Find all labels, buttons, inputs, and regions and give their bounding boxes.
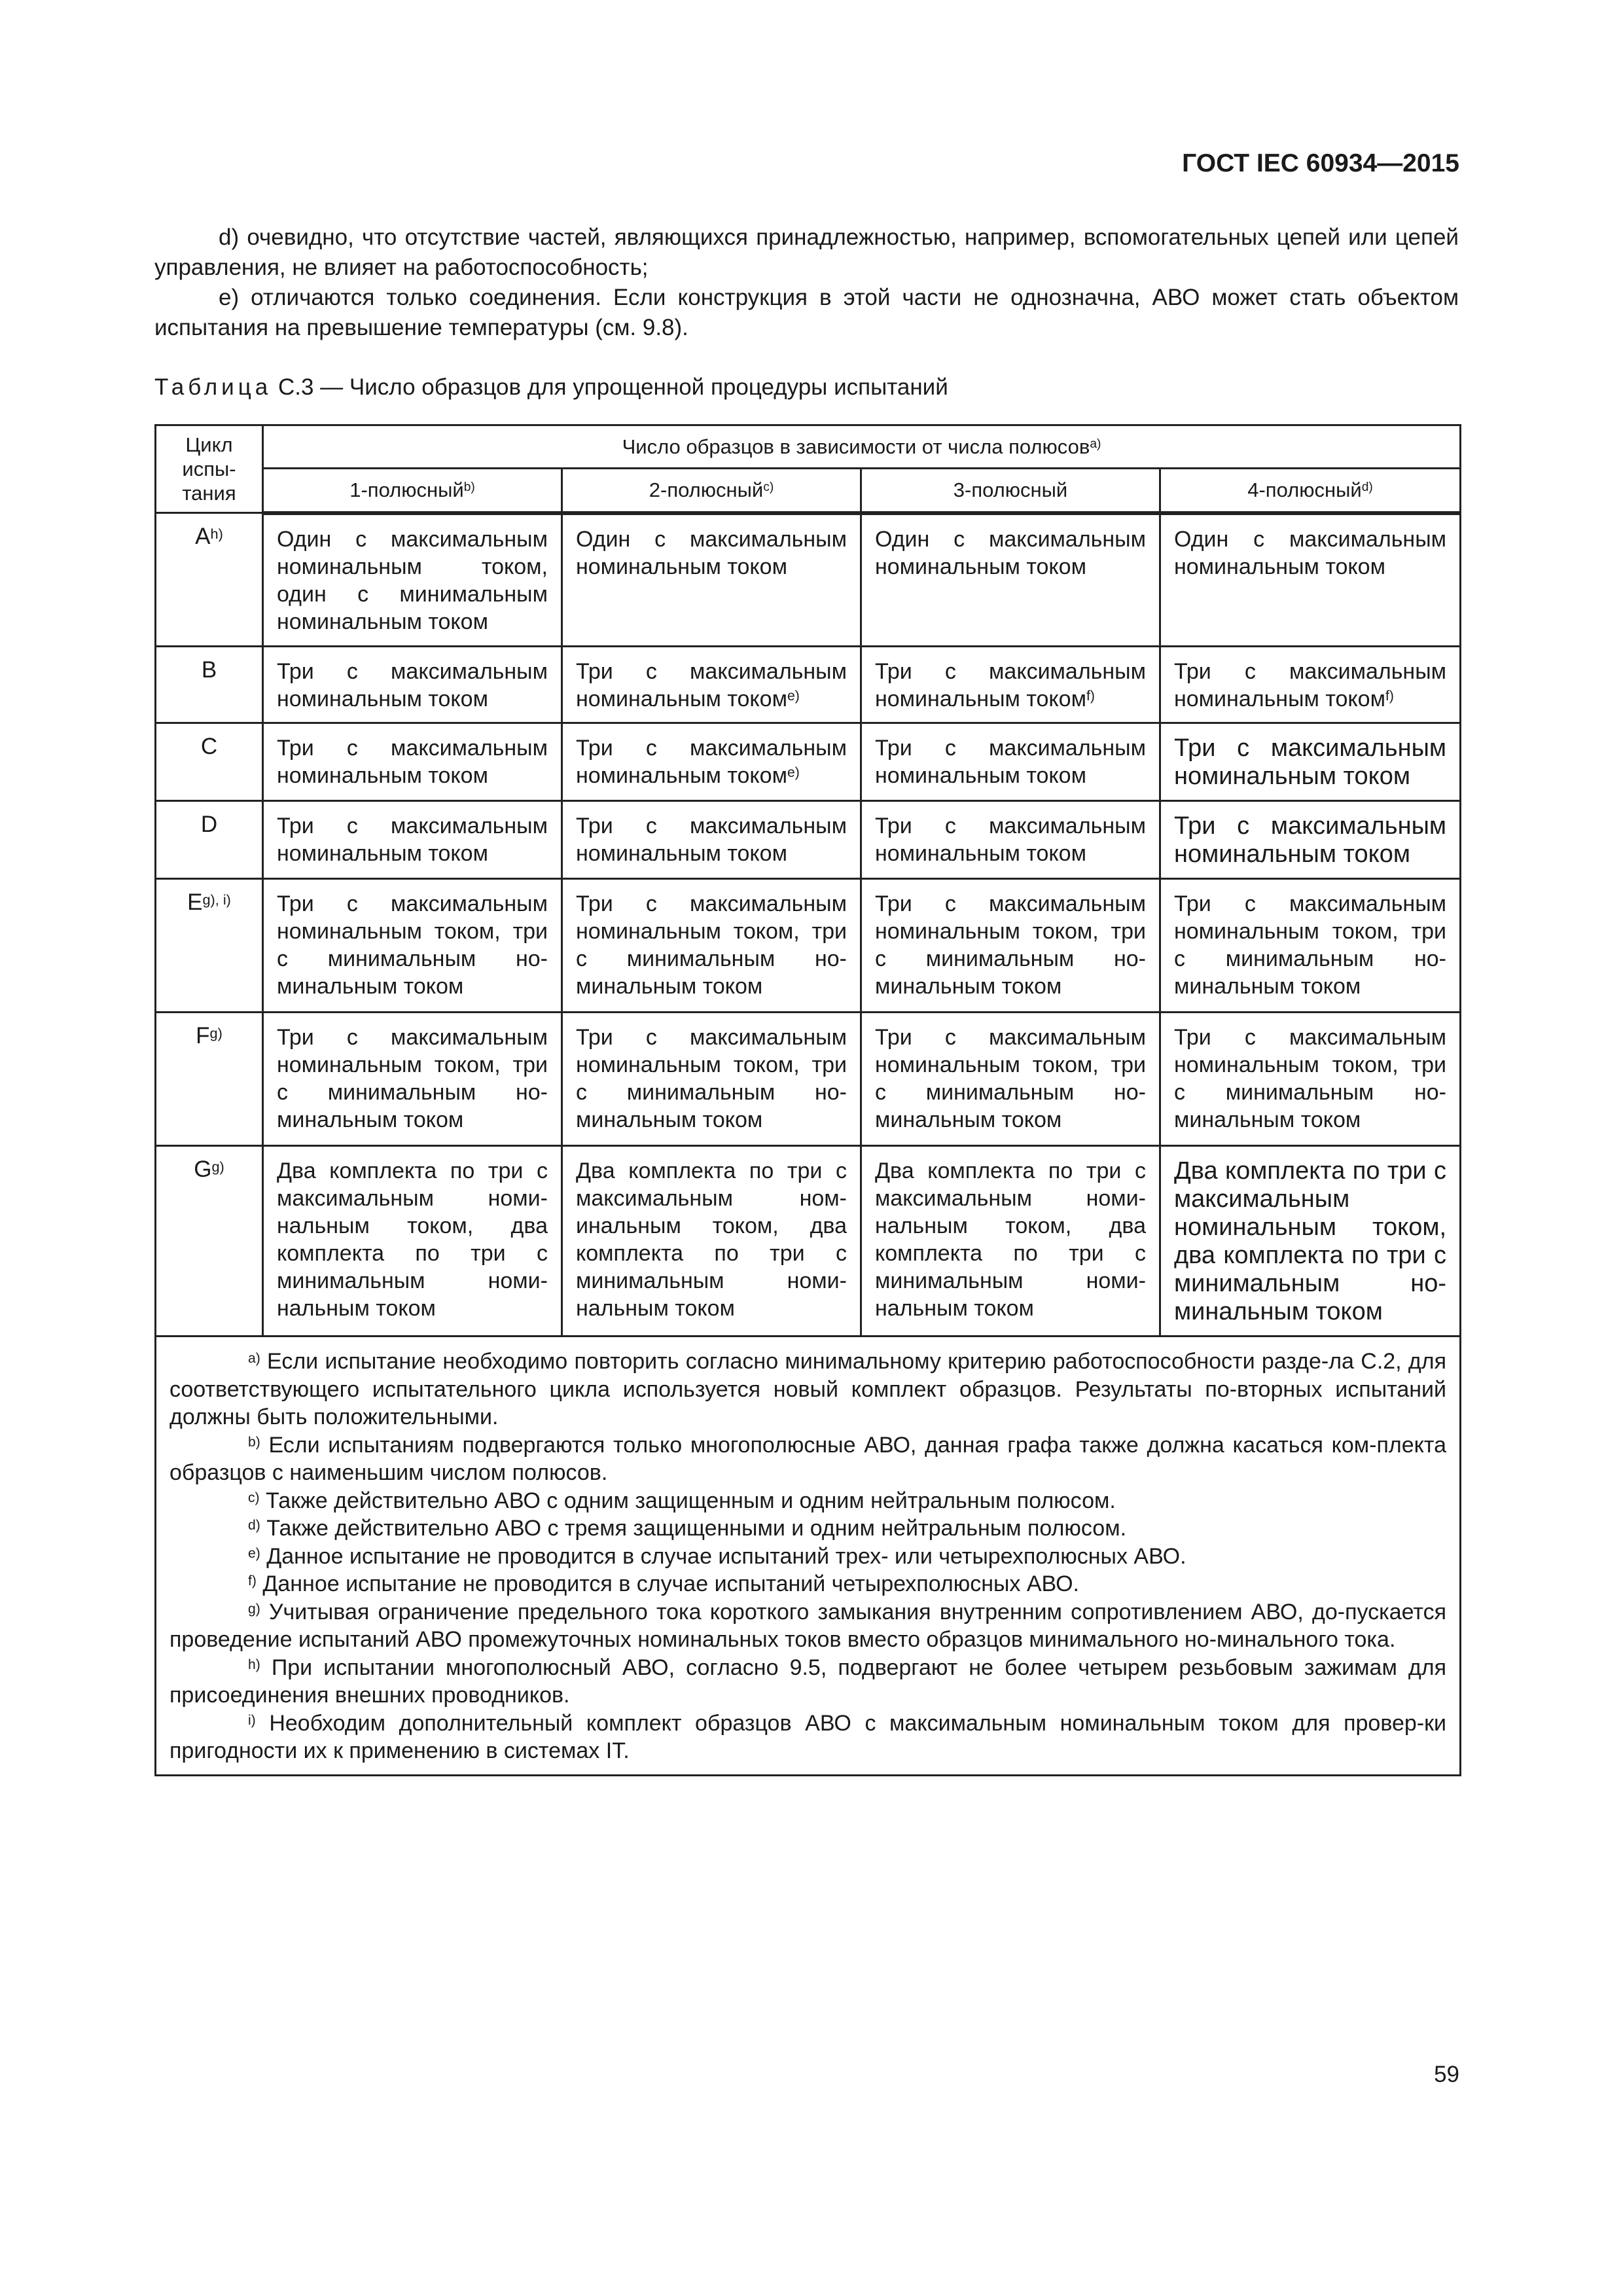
table-header-row-2 — [156, 469, 1461, 513]
header-col-label: 4-полюсный — [1247, 478, 1362, 502]
header-col-3 — [861, 469, 1160, 513]
table-row-B — [156, 647, 1461, 723]
footnote-mark: g) — [248, 1601, 260, 1617]
table-cell: Три с максимальным номинальным током, три с минимальным но-минальным током — [263, 1013, 562, 1146]
table-cell — [562, 647, 861, 723]
cycle-cell — [156, 801, 263, 879]
table-cell: Два комплекта по три с максимальным номи-нальным током, два комплекта по три с минимальным номи-нальным током — [263, 1146, 562, 1336]
cell-sup: e) — [787, 689, 800, 704]
table-cell: Три с максимальным номинальным током, три с минимальным но-минальным током — [861, 1013, 1160, 1146]
cycle-sup: g), i) — [202, 891, 231, 908]
table-cell: Один с максимальным номинальным током — [1160, 513, 1461, 647]
table-cell: Три с максимальным номинальным током — [562, 801, 861, 879]
cell-sup: f) — [1385, 689, 1394, 704]
cycle-label: G — [194, 1157, 212, 1182]
table-row-E — [156, 879, 1461, 1013]
header-col-sup: c) — [763, 480, 774, 495]
cycle-sup: g) — [211, 1158, 224, 1175]
footnote-d — [169, 1515, 1446, 1543]
page-number: 59 — [1434, 2062, 1459, 2087]
table-row-G — [156, 1146, 1461, 1336]
footnote-c — [169, 1487, 1446, 1515]
table-cell — [1160, 647, 1461, 723]
cycle-label: E — [187, 889, 203, 915]
table-cell: Два комплекта по три с максимальным номи-нальным током, два комплекта по три с минимальным номи-нальным током — [861, 1146, 1160, 1336]
table-cell: Три с максимальным номинальным током — [1160, 723, 1461, 801]
table-cell: Три с максимальным номинальным током — [263, 801, 562, 879]
header-col-4 — [1160, 469, 1461, 513]
table-row-D — [156, 801, 1461, 879]
cycle-label: C — [200, 734, 218, 759]
intro-text — [154, 223, 1459, 343]
footnote-e — [169, 1543, 1446, 1571]
footnote-g — [169, 1598, 1446, 1654]
table-cell: Два комплекта по три с максимальным ном-инальным током, два комплекта по три с минимальным номи-нальным током — [562, 1146, 861, 1336]
cell-sup: f) — [1086, 689, 1095, 704]
table-cell: Три с максимальным номинальным током, три с минимальным но-минальным током — [861, 879, 1160, 1013]
cell-text: Три с максимальным номинальным током — [875, 659, 1146, 711]
cycle-cell — [156, 647, 263, 723]
footnote-f — [169, 1570, 1446, 1598]
footnote-h — [169, 1654, 1446, 1710]
cycle-label: B — [201, 657, 217, 683]
cell-text: Три с максимальным номинальным током — [576, 736, 847, 788]
header-cycle: Цикл испы-тания — [156, 425, 263, 513]
cycle-cell — [156, 513, 263, 647]
footnote-mark: e) — [248, 1545, 260, 1561]
table-cell: Три с максимальным номинальным током, три с минимальным но-минальным током — [562, 1013, 861, 1146]
footnote-mark: c) — [248, 1490, 260, 1505]
footnote-text: Данное испытание не проводится в случае испытаний четырехполюсных АВО. — [256, 1571, 1079, 1596]
table-cell: Три с максимальным номинальным током — [861, 801, 1160, 879]
table-header-row-1 — [156, 425, 1461, 469]
standard-designation: ГОСТ IEC 60934—2015 — [1182, 149, 1459, 177]
footnote-text: Также действительно АВО с тремя защищенными и одним нейтральным полюсом. — [260, 1516, 1127, 1541]
cell-text: Три с максимальным номинальным током — [1174, 659, 1447, 711]
intro-item-e: е) отличаются только соединения. Если конструкция в этой части не однозначна, АВО может стать объектом испытания на превышение температуры (см. 9.8). — [154, 285, 1459, 340]
table-cell: Один с максимальным номинальным током, один с минимальным номинальным током — [263, 513, 562, 647]
cycle-sup: h) — [210, 526, 223, 542]
footnote-text: Если испытаниям подвергаются только многополюсные АВО, данная графа также должна касаться ком-плекта образцов с наименьшим числом полюсов. — [169, 1432, 1447, 1485]
table-notes-row — [156, 1336, 1461, 1776]
footnote-text: Учитывая ограничение предельного тока короткого замыкания внутренним сопротивлением АВО, до-пускается проведение испытаний АВО промежуточных номинальных токов вместо образцов минимального но-минального тока. — [169, 1599, 1447, 1652]
header-col-2 — [562, 469, 861, 513]
footnote-mark: h) — [248, 1657, 260, 1672]
footnote-mark: f) — [248, 1573, 257, 1588]
footnote-text: Если испытание необходимо повторить согласно минимальному критерию работоспособности разде-ла С.2, для соответствующего испытательного цикла используется новый комплект образцов. Результаты по-вторных испытаний должны быть положительными. — [169, 1349, 1447, 1429]
cycle-label: A — [195, 524, 211, 549]
table-cell: Три с максимальным номинальным током, три с минимальным но-минальным током — [263, 879, 562, 1013]
table-caption-title: С.3 — Число образцов для упрощенной процедуры испытаний — [272, 374, 948, 400]
cycle-cell — [156, 1013, 263, 1146]
table-caption-word: Таблица — [154, 374, 272, 400]
table-cell: Три с максимальным номинальным током — [263, 647, 562, 723]
footnote-text: Необходим дополнительный комплект образцов АВО с максимальным номинальным током для провер-ки пригодности их к применению в системах IT. — [169, 1710, 1447, 1763]
table-cell — [562, 723, 861, 801]
table-cell: Три с максимальным номинальным током, три с минимальным но-минальным током — [562, 879, 861, 1013]
table-cell: Три с максимальным номинальным током — [263, 723, 562, 801]
header-group-label: Число образцов в зависимости от числа полюсов — [622, 435, 1090, 459]
table-cell: Два комплекта по три с максимальным номинальным током, два комплекта по три с минимальным но-минальным током — [1160, 1146, 1461, 1336]
table-notes — [156, 1336, 1461, 1776]
cycle-label: D — [200, 812, 218, 837]
header-group — [263, 425, 1461, 469]
footnote-i — [169, 1710, 1446, 1765]
table-row-A — [156, 513, 1461, 647]
footnote-a — [169, 1348, 1446, 1431]
footnote-mark: b) — [248, 1434, 260, 1450]
cell-text: Три с максимальным номинальным током — [576, 659, 847, 711]
cycle-label: F — [196, 1023, 210, 1049]
cycle-sup: g) — [209, 1025, 223, 1041]
cycle-cell — [156, 723, 263, 801]
table-cell: Один с максимальным номинальным током — [861, 513, 1160, 647]
footnote-mark: d) — [248, 1518, 260, 1533]
table-cell: Один с максимальным номинальным током — [562, 513, 861, 647]
intro-item-d: d) очевидно, что отсутствие частей, являющихся принадлежностью, например, вспомогательных цепей или цепей управления, не влияет на работоспособность; — [154, 224, 1459, 280]
table-cell: Три с максимальным номинальным током — [1160, 801, 1461, 879]
table-row-C — [156, 723, 1461, 801]
table-cell: Три с максимальным номинальным током, три с минимальным но-минальным током — [1160, 1013, 1461, 1146]
footnote-mark: i) — [248, 1712, 256, 1728]
header-col-label: 1-полюсный — [349, 478, 464, 502]
footnote-mark: a) — [248, 1351, 260, 1366]
table-cell: Три с максимальным номинальным током, три с минимальным но-минальным током — [1160, 879, 1461, 1013]
table-cell — [861, 647, 1160, 723]
header-col-sup: d) — [1361, 480, 1373, 495]
cycle-cell — [156, 879, 263, 1013]
footnote-text: При испытании многополюсный АВО, согласно 9.5, подвергают не более четырем резьбовым зажимам для присоединения внешних проводников. — [169, 1655, 1447, 1708]
samples-table — [154, 424, 1461, 1776]
footnote-b — [169, 1431, 1446, 1487]
header-col-label: 2-полюсный — [649, 478, 764, 502]
header-col-sup: b) — [463, 480, 475, 495]
cell-sup: e) — [787, 765, 800, 780]
footnote-text: Данное испытание не проводится в случае испытаний трех- или четырехполюсных АВО. — [260, 1543, 1186, 1569]
table-caption — [154, 374, 948, 401]
footnote-text: Также действительно АВО с одним защищенным и одним нейтральным полюсом. — [259, 1488, 1116, 1513]
header-col-1 — [263, 469, 562, 513]
table-cell: Три с максимальным номинальным током — [861, 723, 1160, 801]
cycle-cell — [156, 1146, 263, 1336]
header-group-sup: a) — [1090, 437, 1101, 452]
header-col-label: 3-полюсный — [953, 478, 1068, 502]
table-row-F — [156, 1013, 1461, 1146]
